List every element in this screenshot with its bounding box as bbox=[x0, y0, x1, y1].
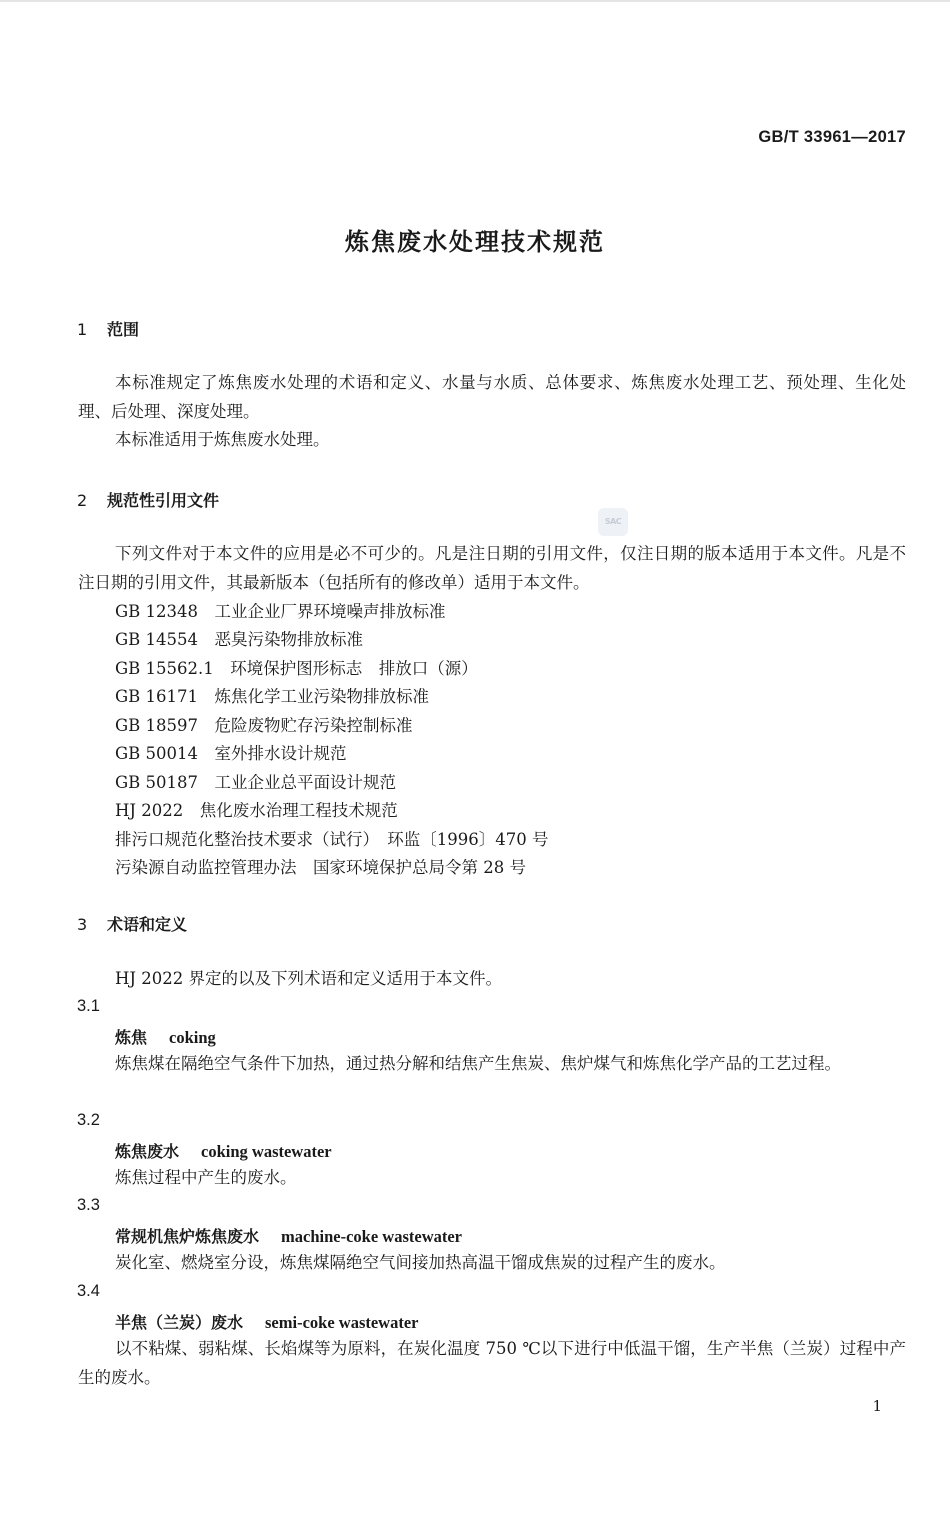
term-zh: 炼焦废水 bbox=[115, 1142, 180, 1161]
term-en: machine-coke wastewater bbox=[281, 1227, 462, 1246]
reference-item: GB 18597 危险废物贮存污染控制标准 bbox=[115, 716, 413, 735]
term-en: semi-coke wastewater bbox=[265, 1313, 419, 1332]
reference-item: GB 12348 工业企业厂界环境噪声排放标准 bbox=[115, 602, 446, 621]
section-number: 3 bbox=[77, 915, 88, 934]
reference-item: HJ 2022 焦化废水治理工程技术规范 bbox=[115, 801, 398, 820]
term-en: coking wastewater bbox=[201, 1142, 332, 1161]
term-definition: 炼焦过程中产生的废水。 bbox=[115, 1168, 297, 1187]
term-number: 3.4 bbox=[77, 1282, 100, 1300]
section-title: 范围 bbox=[107, 320, 140, 339]
term-heading bbox=[115, 1310, 419, 1333]
term-definition: 以不粘煤、弱粘煤、长焰煤等为原料，在炭化温度 750 ℃以下进行中低温干馏，生产半焦（兰炭）过程中产生的废水。 bbox=[78, 1339, 906, 1387]
term-en: coking bbox=[169, 1028, 216, 1047]
section-heading-terms bbox=[77, 912, 187, 935]
term-definition: 炼焦煤在隔绝空气条件下加热，通过热分解和结焦产生焦炭、焦炉煤气和炼焦化学产品的工艺过程。 bbox=[115, 1054, 841, 1073]
reference-item: GB 50187 工业企业总平面设计规范 bbox=[115, 773, 397, 792]
term-heading bbox=[115, 1139, 332, 1162]
reference-item: GB 16171 炼焦化学工业污染物排放标准 bbox=[115, 687, 430, 706]
term-heading bbox=[115, 1025, 216, 1048]
reference-item: 排污口规范化整治技术要求（试行） 环监〔1996〕470 号 bbox=[115, 830, 549, 849]
section-title: 术语和定义 bbox=[107, 915, 188, 934]
reference-item: 污染源自动监控管理办法 国家环境保护总局令第 28 号 bbox=[115, 858, 526, 877]
term-definition: 炭化室、燃烧室分设，炼焦煤隔绝空气间接加热高温干馏成焦炭的过程产生的废水。 bbox=[115, 1253, 726, 1272]
scan-top-edge bbox=[0, 0, 950, 2]
page-number: 1 bbox=[872, 1397, 882, 1415]
section-heading-scope bbox=[77, 317, 139, 340]
scope-applicability: 本标准适用于炼焦废水处理。 bbox=[115, 430, 330, 449]
term-number: 3.1 bbox=[77, 997, 100, 1015]
reference-item: GB 14554 恶臭污染物排放标准 bbox=[115, 630, 364, 649]
references-intro: 下列文件对于本文件的应用是必不可少的。凡是注日期的引用文件，仅注日期的版本适用于本文件。凡是不注日期的引用文件，其最新版本（包括所有的修改单）适用于本文件。 bbox=[78, 544, 906, 592]
term-number: 3.3 bbox=[77, 1196, 100, 1214]
term-zh: 常规机焦炉炼焦废水 bbox=[115, 1227, 260, 1246]
term-heading bbox=[115, 1224, 462, 1247]
section-number: 2 bbox=[77, 491, 88, 510]
section-title: 规范性引用文件 bbox=[107, 491, 220, 510]
section-number: 1 bbox=[77, 320, 88, 339]
standard-code: GB/T 33961—2017 bbox=[758, 128, 906, 146]
term-zh: 半焦（兰炭）废水 bbox=[115, 1313, 244, 1332]
page-title: 炼焦废水处理技术规范 bbox=[345, 228, 605, 256]
reference-item: GB 15562.1 环境保护图形标志 排放口（源） bbox=[115, 659, 478, 678]
sac-watermark-logo: SAC bbox=[598, 508, 628, 536]
scope-paragraph: 本标准规定了炼焦废水处理的术语和定义、水量与水质、总体要求、炼焦废水处理工艺、预处理、生化处理、后处理、深度处理。 bbox=[78, 373, 906, 421]
terms-intro: HJ 2022 界定的以及下列术语和定义适用于本文件。 bbox=[115, 969, 502, 988]
term-zh: 炼焦 bbox=[115, 1028, 148, 1047]
section-heading-normative-references bbox=[77, 488, 219, 511]
term-number: 3.2 bbox=[77, 1111, 100, 1129]
reference-item: GB 50014 室外排水设计规范 bbox=[115, 744, 347, 763]
